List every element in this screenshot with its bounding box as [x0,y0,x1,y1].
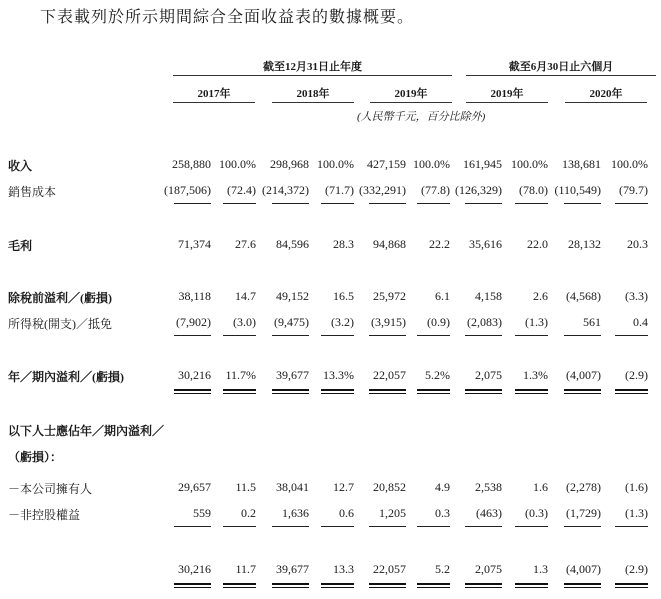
amount-cell: 1,636 [282,506,309,520]
subtotal-underline [272,335,309,336]
group-line-full-year [173,75,452,76]
amount-cell: 30,216 [178,368,211,382]
total-double-underline [321,389,354,394]
amount-cell: (110,549) [554,183,601,197]
amount-cell: 38,041 [276,480,309,494]
amount-cell: 258,880 [172,157,211,171]
amount-cell: 4,158 [475,289,502,303]
subtotal-underline [321,203,354,204]
subtotal-underline [223,335,256,336]
amount-cell: (4,007) [566,562,601,576]
amount-cell: 25,972 [373,289,406,303]
amount-cell: (9,475) [274,315,309,329]
percent-cell: 13.3 [333,562,354,576]
amount-cell: 427,159 [367,157,406,171]
amount-cell: (7,902) [176,315,211,329]
percent-cell: 28.3 [333,237,354,251]
percent-cell: 5.2 [435,562,450,576]
percent-cell: (1.3) [625,506,648,520]
total-double-underline [515,389,548,394]
percent-cell: 11.5 [235,480,256,494]
percent-cell: (1.3) [525,315,548,329]
subtotal-underline [564,526,601,527]
subtotal-underline [174,335,211,336]
percent-cell: 14.7 [235,289,256,303]
subtotal-underline [615,526,648,527]
subtotal-underline [615,335,648,336]
amount-cell: 20,852 [373,480,406,494]
total-double-underline [465,389,502,394]
total-double-underline [223,389,256,394]
total-double-underline [174,583,211,588]
subtotal-underline [321,335,354,336]
total-double-underline [174,389,211,394]
total-double-underline [465,583,502,588]
subtotal-underline [174,203,211,204]
percent-cell: 11.7 [235,562,256,576]
row-label: 收入 [8,159,33,173]
total-double-underline [564,583,601,588]
total-double-underline [515,583,548,588]
amount-cell: 49,152 [276,289,309,303]
intro-text: 下表載列於所示期間綜合全面收益表的數據概要。 [40,9,415,26]
subtotal-underline [615,203,648,204]
amount-cell: (463) [476,506,502,520]
total-double-underline [272,583,309,588]
group-line-half-year [466,75,656,76]
percent-cell: (79.7) [619,183,648,197]
subtotal-underline [223,526,256,527]
percent-cell: (77.8) [421,183,450,197]
subtotal-underline [515,335,548,336]
row-label: 年／期內溢利／(虧損) [8,370,124,384]
total-double-underline [615,389,648,394]
row-label: 以下人士應佔年／期內溢利／ [8,424,165,438]
amount-cell: (4,568) [566,289,601,303]
percent-cell: 100.0% [317,157,354,171]
amount-cell: 2,538 [475,480,502,494]
year-header-2019: 2019年 [394,88,428,100]
amount-cell: 161,945 [463,157,502,171]
percent-cell: 2.6 [533,289,548,303]
percent-cell: 6.1 [435,289,450,303]
row-label: －非控股權益 [8,508,81,522]
total-double-underline [223,583,256,588]
total-double-underline [369,583,406,588]
row-label: （虧損）： [8,450,63,464]
percent-cell: (1.6) [625,480,648,494]
group-header-half-year: 截至6月30日止六個月 [508,61,614,73]
amount-cell: (2,083) [467,315,502,329]
year-header-2017: 2017年 [197,88,231,100]
percent-cell: (71.7) [325,183,354,197]
amount-cell: (3,915) [371,315,406,329]
amount-cell: 94,868 [373,237,406,251]
year-underline [565,102,647,103]
amount-cell: 298,968 [270,157,309,171]
percent-cell: 22.2 [429,237,450,251]
amount-cell: 71,374 [178,237,211,251]
percent-cell: (2.9) [625,562,648,576]
subtotal-underline [417,203,450,204]
amount-cell: 39,677 [276,562,309,576]
amount-cell: 2,075 [475,562,502,576]
percent-cell: 5.2% [425,368,450,382]
percent-cell: (78.0) [519,183,548,197]
percent-cell: 11.7% [225,368,256,382]
percent-cell: (72.4) [227,183,256,197]
percent-cell: 22.0 [527,237,548,251]
percent-cell: (0.3) [525,506,548,520]
percent-cell: 100.0% [413,157,450,171]
percent-cell: (3.0) [233,315,256,329]
percent-cell: 0.4 [633,315,648,329]
year-header-2019-half: 2019年 [490,88,524,100]
group-header-full-year: 截至12月31日止年度 [263,61,362,73]
total-double-underline [369,389,406,394]
subtotal-underline [564,335,601,336]
percent-cell: 1.3 [533,562,548,576]
amount-cell: 38,118 [178,289,211,303]
amount-cell: (2,278) [566,480,601,494]
subtotal-underline [174,526,211,527]
subtotal-underline [465,526,502,527]
amount-cell: 138,681 [562,157,601,171]
amount-cell: 22,057 [373,562,406,576]
subtotal-underline [369,335,406,336]
percent-cell: 12.7 [333,480,354,494]
unit-note: (人民幣千元，百分比除外) [357,111,486,123]
amount-cell: (4,007) [566,368,601,382]
year-underline [370,102,452,103]
percent-cell: 1.3% [523,368,548,382]
total-double-underline [564,389,601,394]
percent-cell: 16.5 [333,289,354,303]
amount-cell: 22,057 [373,368,406,382]
percent-cell: 27.6 [235,237,256,251]
subtotal-underline [369,203,406,204]
total-double-underline [417,583,450,588]
total-double-underline [417,389,450,394]
subtotal-underline [465,335,502,336]
year-header-2018: 2018年 [296,88,330,100]
percent-cell: (0.9) [427,315,450,329]
row-label: 銷售成本 [8,185,57,199]
amount-cell: 30,216 [178,562,211,576]
amount-cell: 561 [583,315,601,329]
amount-cell: (214,372) [262,183,309,197]
percent-cell: 100.0% [511,157,548,171]
amount-cell: 2,075 [475,368,502,382]
subtotal-underline [321,526,354,527]
percent-cell: 13.3% [323,368,354,382]
subtotal-underline [564,203,601,204]
subtotal-underline [417,335,450,336]
total-double-underline [615,583,648,588]
amount-cell: 559 [193,506,211,520]
amount-cell: 1,205 [379,506,406,520]
amount-cell: (187,506) [164,183,211,197]
year-underline [173,102,255,103]
subtotal-underline [465,203,502,204]
percent-cell: (2.9) [625,368,648,382]
amount-cell: 35,616 [469,237,502,251]
amount-cell: (332,291) [359,183,406,197]
subtotal-underline [272,203,309,204]
amount-cell: 84,596 [276,237,309,251]
row-label: －本公司擁有人 [8,482,93,496]
row-label: 所得稅(開支)／抵免 [8,317,112,331]
subtotal-underline [515,526,548,527]
percent-cell: 100.0% [611,157,648,171]
amount-cell: 39,677 [276,368,309,382]
percent-cell: 0.6 [339,506,354,520]
amount-cell: (126,329) [455,183,502,197]
subtotal-underline [515,203,548,204]
percent-cell: (3.2) [331,315,354,329]
subtotal-underline [272,526,309,527]
subtotal-underline [417,526,450,527]
total-double-underline [321,583,354,588]
subtotal-underline [223,203,256,204]
amount-cell: 28,132 [568,237,601,251]
amount-cell: (1,729) [566,506,601,520]
row-label: 除稅前溢利／(虧損) [8,291,112,305]
percent-cell: 20.3 [627,237,648,251]
percent-cell: 0.2 [241,506,256,520]
row-label: 毛利 [8,239,33,253]
total-double-underline [272,389,309,394]
year-header-2020-half: 2020年 [589,88,623,100]
percent-cell: (3.3) [625,289,648,303]
year-underline [272,102,354,103]
year-underline [466,102,548,103]
percent-cell: 0.3 [435,506,450,520]
amount-cell: 29,657 [178,480,211,494]
percent-cell: 4.9 [435,480,450,494]
percent-cell: 1.6 [533,480,548,494]
percent-cell: 100.0% [219,157,256,171]
subtotal-underline [369,526,406,527]
